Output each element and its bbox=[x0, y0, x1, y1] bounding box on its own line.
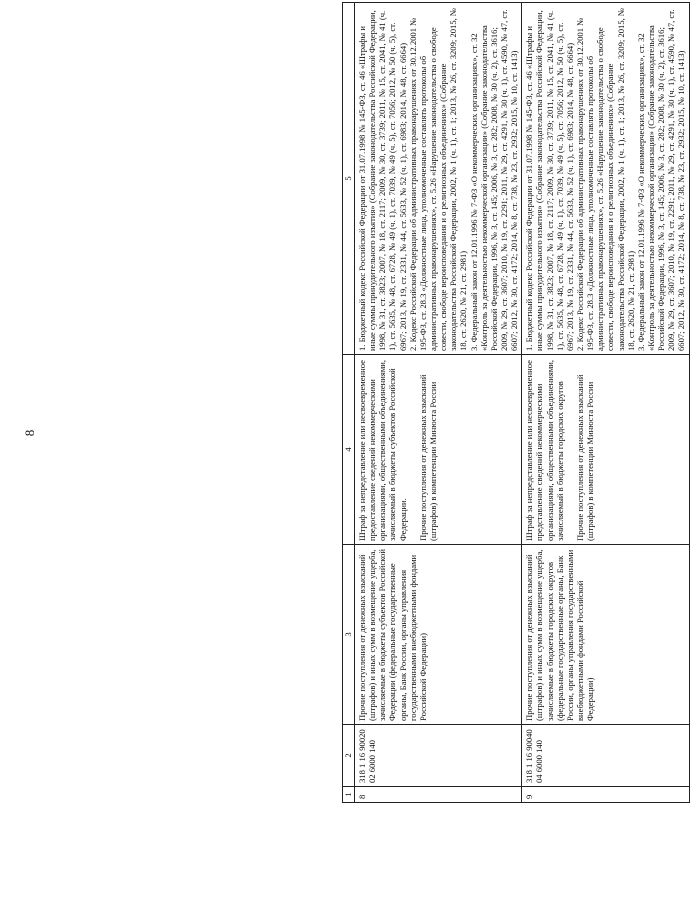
table-container bbox=[342, 3, 687, 803]
kbk-code: 318 1 16 90040 04 6000 140 bbox=[522, 725, 689, 787]
kbk-code: 318 1 16 90020 02 6000 140 bbox=[355, 725, 522, 787]
header-row bbox=[343, 3, 355, 803]
row-number: 9 bbox=[522, 787, 689, 803]
row-number: 8 bbox=[355, 787, 522, 803]
page-number: 8 bbox=[22, 429, 37, 437]
header-cell-2: 2 bbox=[343, 725, 355, 787]
legal-basis: 1. Бюджетный кодекс Российской Федерации от 31.07.1998 № 145-ФЗ, ст. 46 «Штрафы и иные суммы принудительного изъятия» (Собрание законодательства Российской Федерации, 1998, № 31, ст. 3823; 2007, № 18, ст. 2117; 2009, № 30, ст. 3739; 2011, № 15, ст. 2041, № 41 (ч. 1), ст. 5635, № 48, ст. 6728, № 49 (ч. 1), ст. 7039, № 49 (ч. 5), ст. 7056; 2012, № 50 (ч. 5), ст. 6967; 2013, № 19, ст. 2331, № 44, ст. 5633, № 52 (ч. 1), ст. 6983; 2014, № 48, ст. 6664) 2. Кодекс Российской Федерации об административных правонарушениях от 30.12.2001 № 195-ФЗ, ст. 28.3 «Должностные лица, уполномоченные составлять протоколы об административных правонарушениях», ст. 5.26 «Нарушение законодательства о свободе совести, свободе вероисповедания и о религиозных объединениях» (Собрание законодательства Российской Федерации, 2002, № 1 (ч. 1), ст. 1; 2013, № 26, ст. 3209; 2015, № 18, ст. 2620, № 21, ст. 2981) 3. Федеральный закон от 12.01.1996 № 7-ФЗ «О некоммерческих организациях», ст. 32 «Контроль за деятельностью некоммерческой организации» (Собрание законодательства Российской Федерации, 1996, № 3, ст. 145; 2006, № 3, ст. 282; 2008, № 30 (ч. 2), ст. 3616; 2009, № 29, ст. 3607; 2010, № 19, ст. 2291; 2011, № 29, ст. 4291, № 30 (ч. 1), ст. 4590, № 47, ст. 6607; 2012, № 30, ст. 4172; 2014, № 8, ст. 738, № 23, ст. 2932; 2015, № 10, ст. 1413) bbox=[355, 3, 522, 355]
revenue-description: Штраф за непредставление или несвоевременное представление сведений некоммерческими организациями, общественными объединениями, зачисляемый в бюджеты городских округов Прочие поступления от денежных взысканий (штрафов) в компетенции Минюста России bbox=[522, 355, 689, 545]
revenue-description: Штраф за непредставление или несвоевременное предоставление сведений некоммерческими организациями, общественными объединениями, зачисляемый в бюджеты субъектов Российской Федерации. Прочие поступления от денежных взысканий (штрафов) в компетенции Минюста России bbox=[355, 355, 522, 545]
legal-basis: 1. Бюджетный кодекс Российской Федерации от 31.07.1998 № 145-ФЗ, ст. 46 «Штрафы и иные суммы принудительного изъятия» (Собрание законодательства Российской Федерации, 1998, № 31, ст. 3823; 2007, № 18, ст. 2117; 2009, № 30, ст. 3739; 2011, № 15, ст. 2041, № 41 (ч. 1), ст. 5635, № 48, ст. 6728, № 49 (ч. 1), ст. 7039, № 49 (ч. 5), ст. 7056; 2012, № 50 (ч. 5), ст. 6967; 2013, № 19, ст. 2331, № 44, ст. 5633, № 52 (ч. 1), ст. 6983; 2014, № 48, ст. 6664) 2. Кодекс Российской Федерации об административных правонарушениях от 30.12.2001 № 195-ФЗ, ст. 28.3 «Должностные лица, уполномоченные составлять протоколы об административных правонарушениях», ст. 5.26 «Нарушение законодательства о свободе совести, свободе вероисповедания и о религиозных объединениях» (Собрание законодательства Российской Федерации, 2002, № 1 (ч. 1), ст. 1; 2013, № 26, ст. 3209; 2015, № 18, ст. 2620, № 21, ст. 2981) 3. Федеральный закон от 12.01.1996 № 7-ФЗ «О некоммерческих организациях», ст. 32 «Контроль за деятельностью некоммерческой организации» (Собрание законодательства Российской Федерации, 1996, № 3, ст. 145; 2006, № 3, ст. 282; 2008, № 30 (ч. 2), ст. 3616; 2009, № 29, ст. 3607; 2010, № 19, ст. 2291; 2011, № 29, ст. 4291, № 30 (ч. 1), ст. 4590, № 47, ст. 6607; 2012, № 30, ст. 4172; 2014, № 8, ст. 738, № 23, ст. 2932; 2015, № 10, ст. 1413) bbox=[522, 3, 689, 355]
document-table bbox=[342, 2, 690, 803]
table-row bbox=[355, 3, 522, 803]
rotated-table-area bbox=[342, 3, 687, 803]
header-cell-1: 1 bbox=[343, 787, 355, 803]
revenue-name: Прочие поступления от денежных взысканий (штрафов) и иных сумм в возмещение ущерба, зачисляемые в бюджеты субъектов Российской Федерации (федеральные государственные органы, Банк России, органы управления государственными внебюджетными фондами Российской Федерации) bbox=[355, 545, 522, 725]
header-cell-3: 3 bbox=[343, 545, 355, 725]
table-row bbox=[522, 3, 689, 803]
revenue-name: Прочие поступления от денежных взысканий (штрафов) и иных сумм в возмещение ущерба, зачисляемые в бюджеты городских округов (федеральные государственные органы, Банк России, органы управления государственными внебюджетными фондами Российской Федерации) bbox=[522, 545, 689, 725]
header-cell-4: 4 bbox=[343, 355, 355, 545]
header-cell-5: 5 bbox=[343, 3, 355, 355]
